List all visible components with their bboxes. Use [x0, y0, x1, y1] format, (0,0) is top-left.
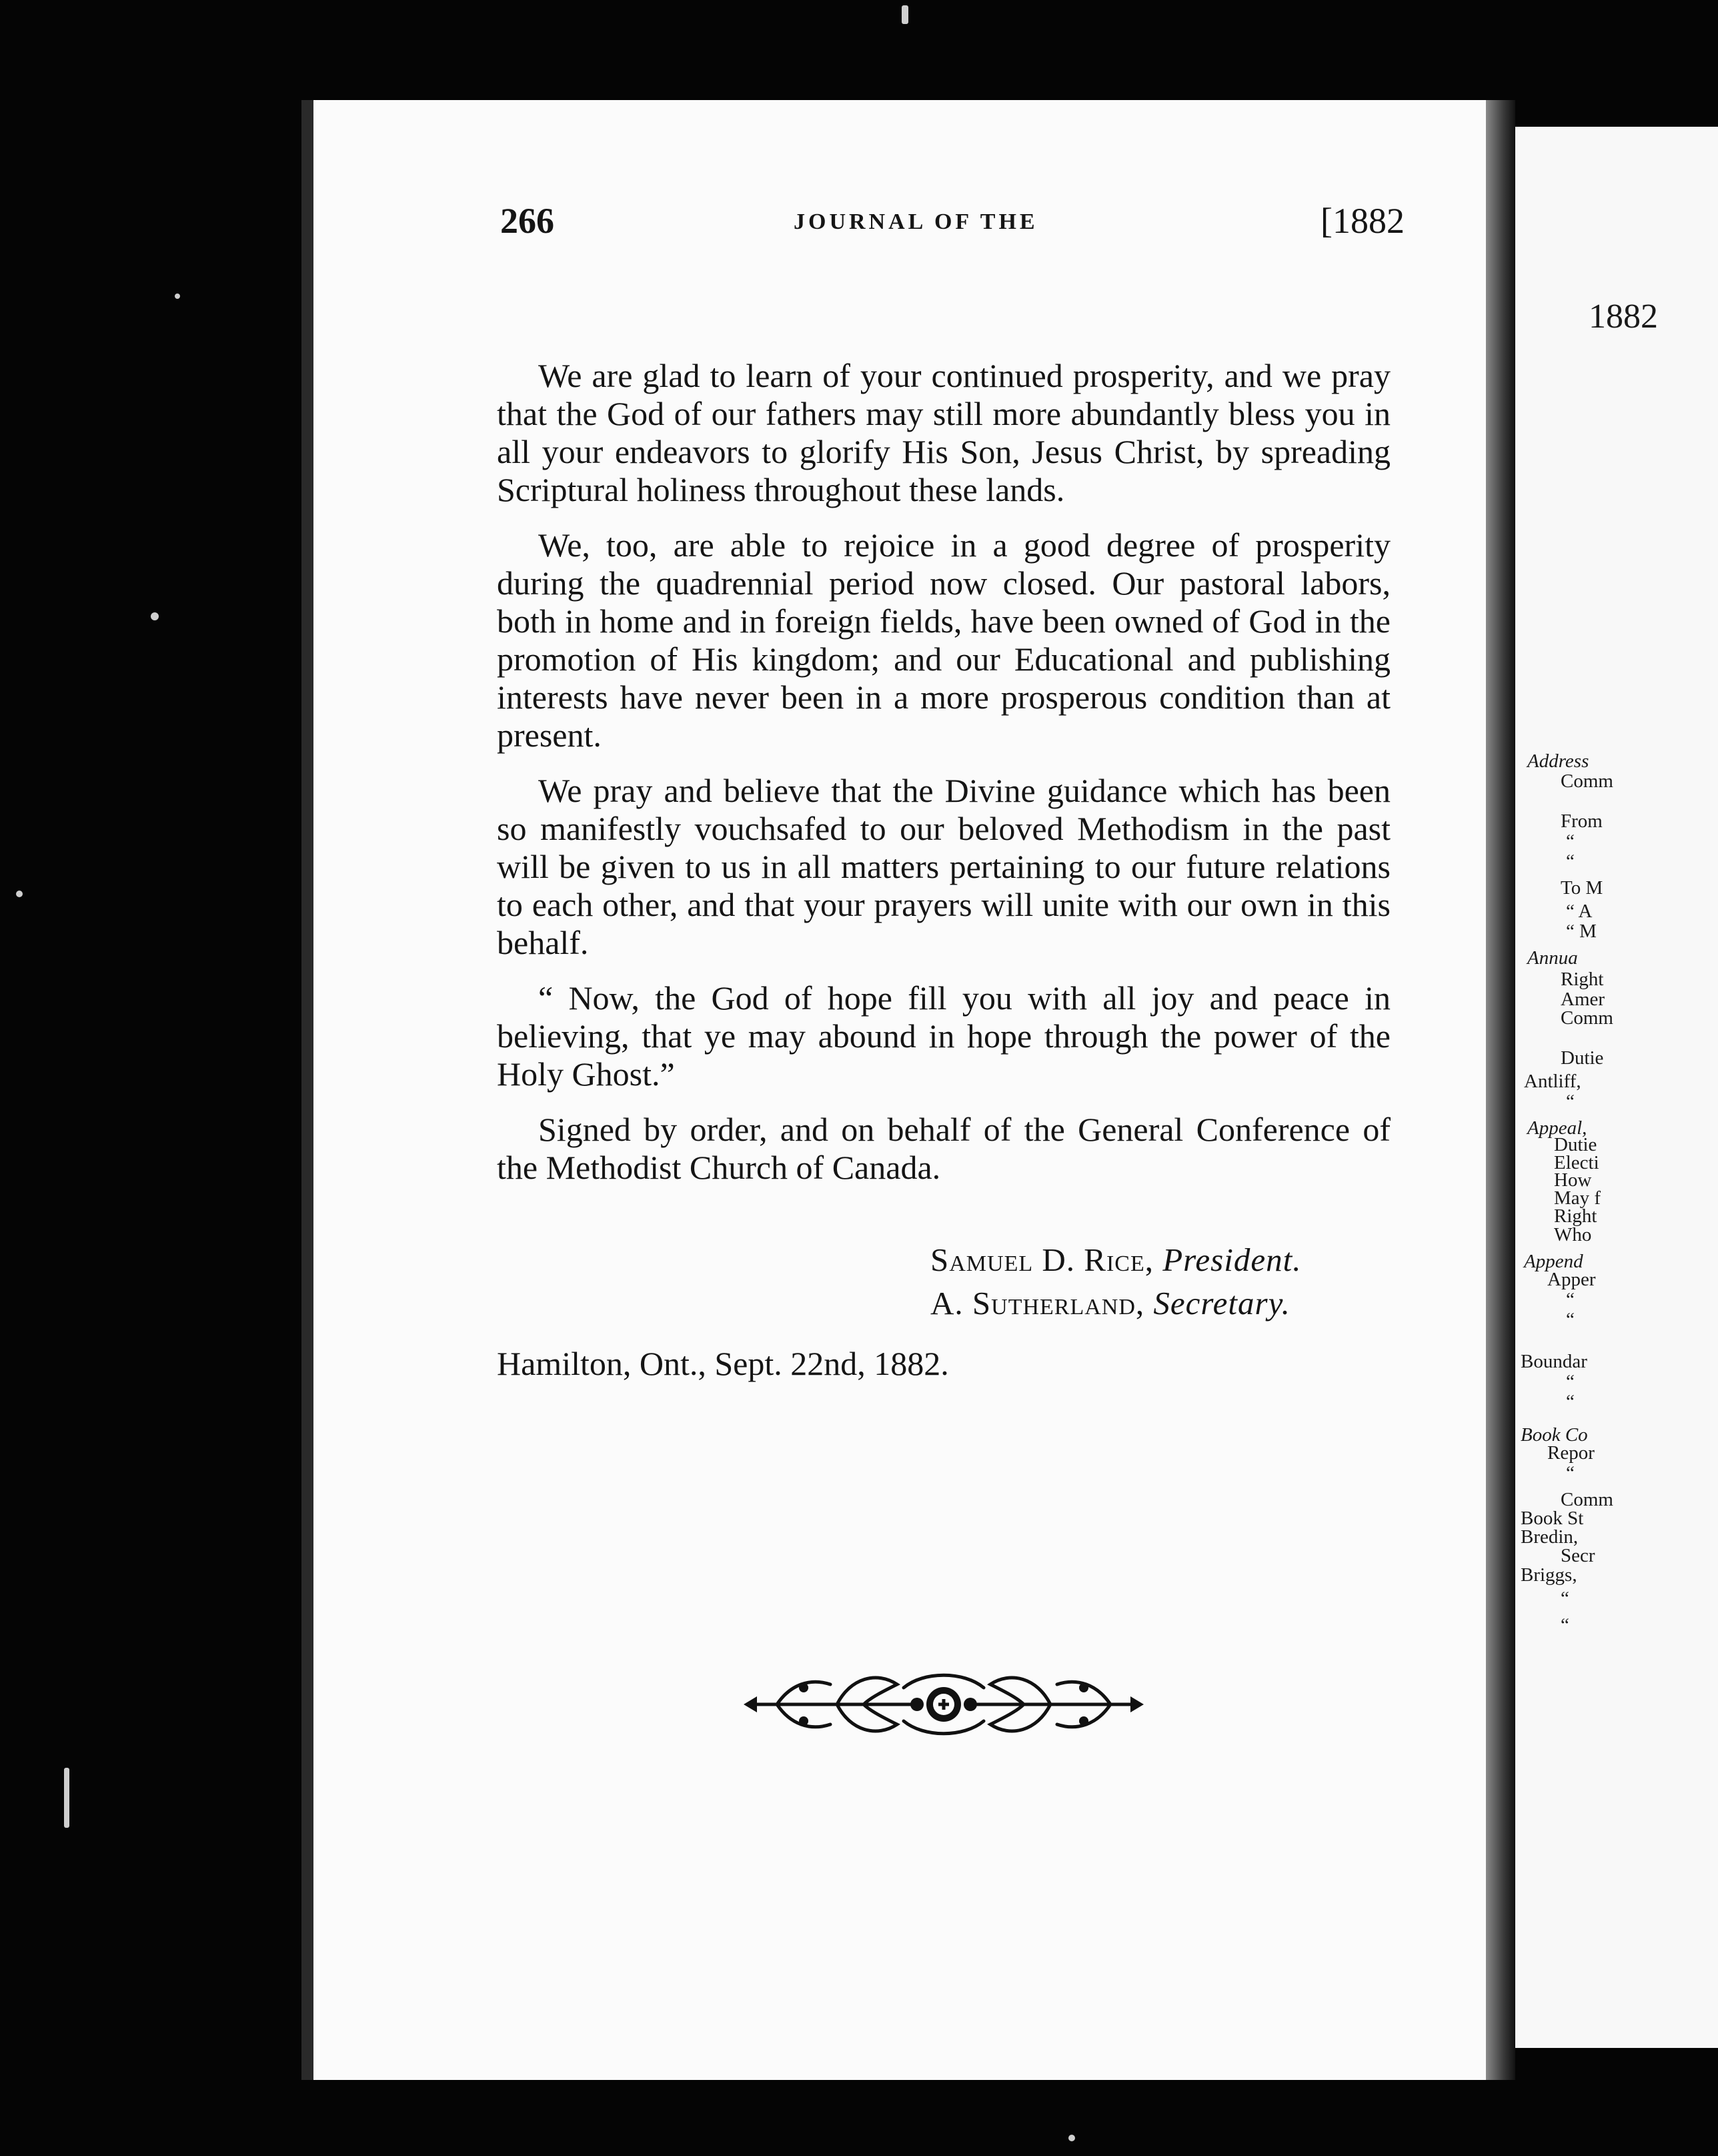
index-fragment: “: [1566, 851, 1575, 872]
index-fragment: Secr: [1561, 1545, 1595, 1566]
index-fragment: Electi: [1554, 1152, 1599, 1173]
scan-speck: [151, 612, 159, 620]
scan-speck: [175, 294, 180, 299]
index-fragment: Comm: [1561, 1489, 1613, 1510]
index-fragment: To M: [1561, 877, 1603, 899]
index-fragment: Boundar: [1521, 1351, 1587, 1372]
signature-title: Secretary.: [1153, 1285, 1291, 1321]
paragraph: We, too, are able to rejoice in a good degree of prosperity during the quadrennial period now closed. Our pastoral labors, both in home and in foreign fields, have been owned of God in the promotion of His kingdom; and our Educational and publishing interests have never been in a more prosperous condition than at present.: [497, 526, 1391, 754]
index-fragment: Right: [1554, 1205, 1597, 1227]
index-fragment: Append: [1524, 1251, 1583, 1272]
signature-president: [930, 1241, 1301, 1279]
index-fragment: “: [1566, 831, 1575, 852]
index-fragment: Book St: [1521, 1508, 1584, 1529]
page-gutter: [1486, 100, 1515, 2080]
paragraph: We pray and believe that the Divine guidance which has been so manifestly vouchsafed to our beloved Methodism in the past will be given to us in all matters pertaining to our future relations to each other, and that your prayers will unite with our own in this behalf.: [497, 772, 1391, 961]
index-fragment: Briggs,: [1521, 1564, 1577, 1586]
index-fragment: “: [1566, 1091, 1575, 1112]
index-fragment: Repor: [1547, 1442, 1595, 1464]
index-fragment: Right: [1561, 969, 1604, 990]
place-date: Hamilton, Ont., Sept. 22nd, 1882.: [497, 1345, 949, 1382]
index-fragment: Annua: [1527, 947, 1578, 969]
paragraph: Signed by order, and on behalf of the General Conference of the Methodist Church of Canada.: [497, 1111, 1391, 1186]
index-fragment: Address: [1527, 750, 1589, 772]
index-fragment: Antliff,: [1524, 1071, 1581, 1092]
letter-body: [497, 357, 1391, 1204]
index-fragment: Amer: [1561, 989, 1605, 1010]
index-fragment: “: [1566, 1462, 1575, 1484]
index-fragment: “: [1561, 1588, 1569, 1609]
right-header-year: 1882: [1589, 298, 1658, 336]
index-fragment: “ M: [1566, 921, 1597, 942]
signature-name: Samuel D. Rice,: [930, 1241, 1154, 1278]
signature-secretary: [930, 1284, 1291, 1322]
running-title: JOURNAL OF THE: [794, 209, 1038, 234]
index-fragment: Comm: [1561, 770, 1613, 792]
paragraph: We are glad to learn of your continued prosperity, and we pray that the God of our fathers may still more abundantly bless you in all your endeavors to glorify His Son, Jesus Christ, by spreading Scriptural holiness throughout these lands.: [497, 357, 1391, 508]
index-fragment: Appeal,: [1527, 1117, 1587, 1139]
index-fragment: “ A: [1566, 901, 1593, 922]
index-fragment: “: [1561, 1614, 1569, 1636]
index-fragment: May f: [1554, 1187, 1601, 1209]
scan-speck: [16, 891, 23, 897]
page-number: 266: [500, 201, 554, 241]
index-fragment: Dutie: [1554, 1134, 1597, 1155]
index-fragment: Apper: [1547, 1269, 1596, 1290]
left-page: [301, 100, 1499, 2080]
index-fragment: Bredin,: [1521, 1526, 1579, 1548]
paragraph: “ Now, the God of hope fill you with all joy and peace in believing, that ye may abound in hope through the power of the Holy Ghost.”: [497, 979, 1391, 1093]
right-page: [1515, 127, 1718, 2048]
header-year: [1882: [1321, 201, 1405, 241]
scan-speck: [1068, 2135, 1075, 2141]
index-fragment: How: [1554, 1169, 1592, 1191]
index-fragment: “: [1566, 1391, 1575, 1412]
index-fragment: Dutie: [1561, 1047, 1604, 1069]
index-fragment: From: [1561, 811, 1603, 832]
index-fragment: “: [1566, 1289, 1575, 1310]
floral-ornament-icon: [737, 1658, 1150, 1751]
signature-title: President.: [1162, 1241, 1302, 1278]
index-fragment: “: [1566, 1371, 1575, 1392]
index-fragment: Book Co: [1521, 1424, 1588, 1446]
scan-speck: [902, 5, 908, 24]
signature-name: A. Sutherland,: [930, 1285, 1145, 1321]
index-fragment: Who: [1554, 1224, 1592, 1245]
scan-speck: [64, 1768, 69, 1828]
index-fragment: “: [1566, 1309, 1575, 1330]
index-fragment: Comm: [1561, 1007, 1613, 1029]
